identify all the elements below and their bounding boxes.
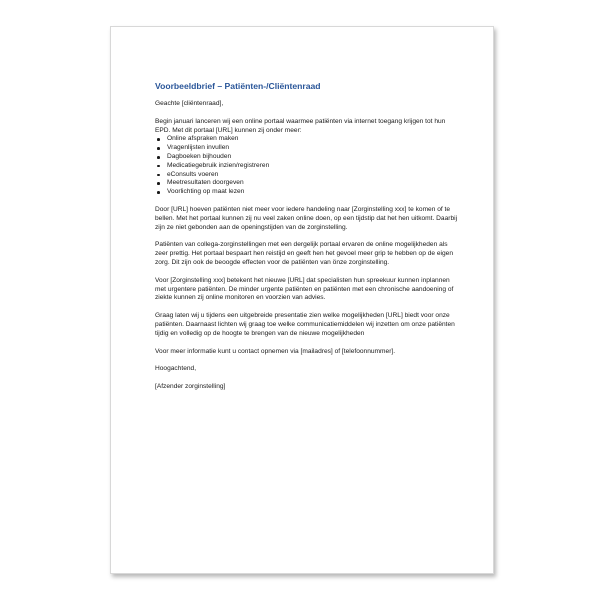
feature-list xyxy=(155,135,460,197)
closing: Hoogachtend, xyxy=(155,365,197,373)
sender-signature: [Afzender zorginstelling] xyxy=(155,383,226,391)
contact-line: Voor meer informatie kunt u contact opnemen via [mailadres] of [telefoonnummer]. xyxy=(155,347,396,355)
list-item: Medicatiegebruik inzien/registreren xyxy=(167,162,460,171)
document-page xyxy=(110,26,494,574)
letter-title: Voorbeeldbrief – Patiënten-/Cliëntenraad xyxy=(155,81,321,91)
salutation: Geachte [cliëntenraad], xyxy=(155,100,224,107)
list-item: Online afspraken maken xyxy=(167,135,460,144)
list-item: Voorlichting op maat lezen xyxy=(167,188,460,197)
paragraph-specialists: Voor [Zorginstelling xxx] betekent het nieuwe [URL] dat specialisten hun spreekuur kunnen inplannen met urgentere patiënten. De minder urgente patiënten en patiënten met een chronische aandoening of ziekte kunnen zij online monitoren en voorzien van advies. xyxy=(155,276,454,302)
letter-body xyxy=(155,81,460,401)
intro-text: Begin januari lanceren wij een online portaal waarmee patiënten via internet toegang krijgen tot hun EPD. Met dit portaal [URL] kunnen zij onder meer: xyxy=(155,117,446,134)
list-item: Dagboeken bijhouden xyxy=(167,153,460,162)
paragraph-online-access: Door [URL] hoeven patiënten niet meer voor iedere handeling naar [Zorginstelling xxx] te komen of te bellen. Met het portaal kunnen zij nu veel zaken online doen, op een tijdstip dat het hen uitkomt. Daarbij zijn ze niet gebonden aan de openingstijden van de zorginstelling. xyxy=(155,205,458,231)
list-item: Meetresultaten doorgeven xyxy=(167,179,460,188)
list-item: eConsults voeren xyxy=(167,171,460,180)
paragraph-experiences: Patiënten van collega-zorginstellingen met een dergelijk portaal ervaren de online mogelijkheden als zeer prettig. Het portaal bespaart hen reistijd en geeft hen het gevoel meer grip te hebben op de eigen zorg. Dit zijn ook de beoogde effecten voor de patiënten van önze zorginstelling. xyxy=(155,241,454,266)
list-item: Vragenlijsten invullen xyxy=(167,144,460,153)
paragraph-presentation: Graag laten wij u tijdens een uitgebreide presentatie zien welke mogelijkheden [URL] biedt voor onze patiënten. Daarnaast lichten wij graag toe welke communicatiemiddelen wij inzetten om onze patiënten tijdig en volledig op de hoogte te brengen van de nieuwe mogelijkheden xyxy=(155,312,455,337)
